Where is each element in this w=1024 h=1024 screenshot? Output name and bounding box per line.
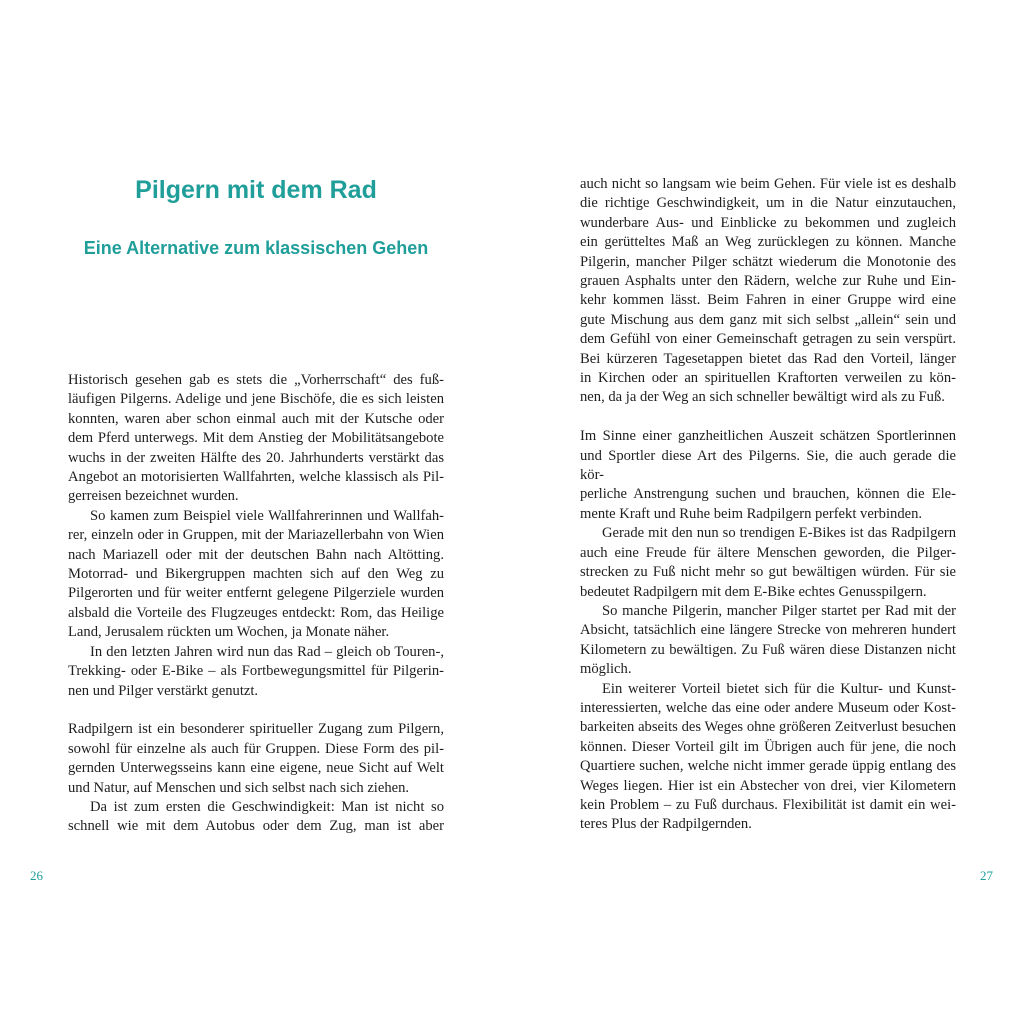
- text-line: Kilometern zu bewältigen. Zu Fuß wären diese Distanzen nicht: [580, 641, 956, 658]
- text-line: nen, da ja der Weg an sich schneller bewältigt wird als zu Fuß.: [580, 389, 945, 406]
- text-line: Pilgerorten und für weiter entfernt gelegene Pilgerziele wurden: [68, 585, 444, 602]
- text-line: auch nicht so langsam wie beim Gehen. Für viele ist es deshalb: [580, 176, 956, 192]
- left-text-column: [68, 371, 444, 837]
- text-line: interessierten, welche das eine oder andere Museum oder Kost-: [580, 699, 956, 716]
- text-line: rer, einzeln oder in Gruppen, mit der Mariazellerbahn von Wien: [68, 527, 444, 544]
- page-number-right: 27: [980, 868, 993, 883]
- text-line: Im Sinne einer ganzheitlichen Auszeit schätzen Sportlerinnen: [580, 428, 956, 445]
- text-line: In den letzten Jahren wird nun das Rad – gleich ob Touren-,: [90, 643, 444, 660]
- text-line: Historisch gesehen gab es stets die „Vorherrschaft“ des fuß-: [68, 372, 444, 388]
- text-line: auch eine Freude für ältere Menschen geworden, die Pilger-: [580, 544, 956, 561]
- text-line: Bei kürzeren Tagesetappen bietet das Rad den Vorteil, länger: [580, 350, 956, 367]
- text-line: Da ist zum ersten die Geschwindigkeit: Man ist nicht so: [90, 798, 444, 815]
- text-line: Trekking- oder E-Bike – als Fortbewegungsmittel für Pilgerin-: [68, 663, 444, 680]
- text-line: Land, Jerusalem rückten um Wochen, ja Monate näher.: [68, 624, 390, 641]
- text-line: Motorrad- und Bikergruppen machten sich auf den Weg zu: [68, 566, 444, 583]
- text-line: Angebot an motorisierten Wallfahrten, welche klassisch als Pil-: [68, 469, 444, 486]
- text-line: mente Kraft und Ruhe beim Radpilgern perfekt verbinden.: [580, 505, 923, 522]
- text-line: alsbald die Vorteile des Flugzeuges entdeckt: Rom, das Heilige: [68, 604, 444, 621]
- text-line: Absicht, tatsächlich eine längere Strecke von mehreren hundert: [580, 622, 956, 639]
- text-line: und Natur, auf Menschen und sich selbst nach sich ziehen.: [68, 779, 410, 796]
- text-line: Pilgerin, mancher Pilger schätzt wiederum die Monotonie des: [580, 253, 956, 270]
- text-line: gerreisen bezeichnet wurden.: [68, 488, 239, 505]
- text-line: Quartiere suchen, welche nicht immer gerade üppig entlang des: [580, 758, 956, 775]
- text-line: gernden Unterwegsseins kann eine eigene, neue Sicht auf Welt: [68, 760, 444, 777]
- text-line: und Sportler diese Art des Pilgerns. Sie, die auch gerade die kör-: [580, 447, 956, 484]
- text-line: können. Dieser Vorteil gilt im Übrigen auch für jene, die noch: [580, 738, 956, 755]
- text-line: nach Mariazell oder mit der deutschen Bahn nach Altötting.: [68, 546, 444, 563]
- text-line: kein Problem – zu Fuß durchaus. Flexibilität ist damit ein wei-: [580, 796, 956, 813]
- text-line: gute Mischung aus dem ganz mit sich selbst „allein“ sein und: [580, 311, 956, 328]
- text-line: perliche Anstrengung suchen und brauchen, können die Ele-: [580, 486, 956, 503]
- text-line: ein gerütteltes Maß an Weg zurücklegen zu können. Manche: [580, 234, 956, 251]
- text-line: Weges liegen. Hier ist ein Abstecher von drei, vier Kilometern: [580, 777, 956, 794]
- text-line: barkeiten abseits des Weges ohne größeren Zeitverlust besuchen: [580, 719, 956, 736]
- text-line: Gerade mit den nun so trendigen E-Bikes ist das Radpilgern: [602, 525, 956, 542]
- text-line: So manche Pilgerin, mancher Pilger startet per Rad mit der: [602, 602, 956, 619]
- text-line: dem Pferd unterwegs. Mit dem Anstieg der Mobilitätsangebote: [68, 430, 444, 447]
- text-line: wunderbare Aus- und Einblicke zu bekommen und zugleich: [580, 214, 956, 231]
- text-line: Radpilgern ist ein besonderer spiritueller Zugang zum Pilgern,: [68, 721, 444, 738]
- page-number-left: 26: [30, 868, 43, 883]
- text-line: strecken zu Fuß nicht mehr so gut bewältigen würden. Für sie: [580, 564, 956, 581]
- text-line: dem Gefühl von einer Gemeinschaft getragen zu sein verspürt.: [580, 331, 956, 348]
- text-line: schnell wie mit dem Autobus oder dem Zug, man ist aber: [68, 818, 444, 835]
- text-line: wuchs in der zweiten Hälfte des 20. Jahrhunderts verstärkt das: [68, 449, 444, 466]
- text-line: in Kirchen oder an spirituellen Kraftorten verweilen zu kön-: [580, 370, 956, 387]
- chapter-title: Pilgern mit dem Rad: [135, 176, 377, 204]
- text-line: sowohl für einzelne als auch für Gruppen. Diese Form des pil-: [68, 740, 444, 757]
- text-line: grauen Asphalts unter den Rädern, welche zur Ruhe und Ein-: [580, 273, 956, 290]
- text-line: möglich.: [580, 661, 632, 678]
- text-line: So kamen zum Beispiel viele Wallfahrerinnen und Wallfah-: [90, 507, 444, 524]
- text-line: die richtige Geschwindigkeit, um in die Natur einzutauchen,: [580, 195, 956, 212]
- chapter-subtitle: Eine Alternative zum klassischen Gehen: [83, 238, 429, 258]
- text-line: nen und Pilger verstärkt genutzt.: [68, 682, 259, 699]
- text-line: bedeutet Radpilgern mit dem E-Bike echtes Genusspilgern.: [580, 583, 927, 600]
- text-line: kehr kommen lässt. Beim Fahren in einer Gruppe wird eine: [580, 292, 956, 309]
- text-line: läufigen Pilgerns. Adelige und jene Bischöfe, die es sich leisten: [68, 391, 444, 408]
- right-text-column: [580, 175, 956, 835]
- text-line: konnten, waren aber schon einmal auch mit der Kutsche oder: [68, 410, 444, 427]
- text-line: Ein weiterer Vorteil bietet sich für die Kultur- und Kunst-: [602, 680, 956, 697]
- text-line: teres Plus der Radpilgernden.: [580, 816, 752, 833]
